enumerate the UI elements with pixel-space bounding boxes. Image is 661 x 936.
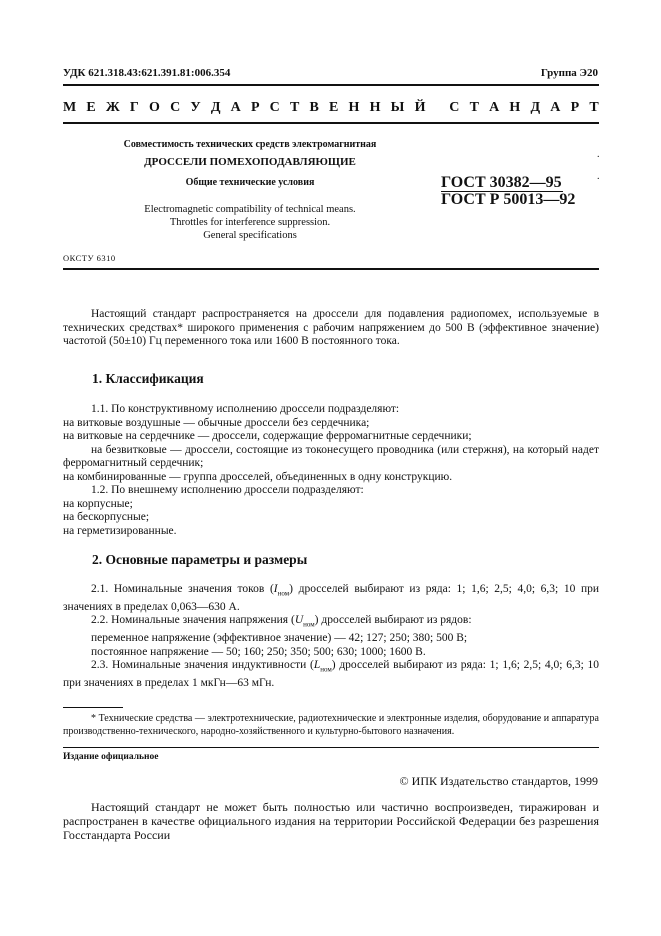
heading-letter: Й bbox=[414, 100, 426, 115]
heading-letter: Т bbox=[469, 100, 479, 115]
heading-letter: Д bbox=[210, 100, 221, 115]
footnote-rule bbox=[63, 707, 123, 708]
title-line2: ДРОССЕЛИ ПОМЕХОПОДАВЛЯЮЩИЕ bbox=[144, 156, 356, 168]
list-item: на витковые на сердечнике — дроссели, содержащие ферромагнитные сердечники; bbox=[63, 430, 472, 442]
copyright-notice: Настоящий стандарт не может быть полностью или частично воспроизведен, тиражирован и распространен в качестве официального издания на территории Российской Федерации без разрешения Госстандарта России bbox=[63, 800, 599, 842]
heading-letter bbox=[436, 100, 440, 116]
intro-paragraph: Настоящий стандарт распространяется на дроссели для подавления радиопомех, используемые в технических средствах* широкого применения с рабочим напряжением до 500 В (эффективное значение) частотой (50±10) Гц переменного тока или 1600 В постоянного тока. bbox=[63, 308, 599, 347]
list-item: на витковые воздушные — обычные дроссели без сердечника; bbox=[63, 416, 370, 429]
heading-letter: Р bbox=[250, 100, 260, 115]
heading-letter: А bbox=[230, 100, 241, 115]
margin-mark: . bbox=[597, 149, 600, 160]
section-1-heading: 1. Классификация bbox=[92, 371, 204, 386]
list-item: 1.1. По конструктивному исполнению дроссели подразделяют: bbox=[91, 403, 400, 415]
heading-letter: Е bbox=[86, 100, 96, 115]
section-2-heading: 2. Основные параметры и размеры bbox=[92, 552, 308, 567]
title-en2: Throttles for interference suppression. bbox=[169, 217, 331, 228]
copyright: © ИПК Издательство стандартов, 1999 bbox=[399, 774, 598, 788]
heading-letter: М bbox=[63, 100, 77, 115]
paragraph-2-2-ac: переменное напряжение (эффективное значение) — 42; 127; 250; 380; 500 В; bbox=[91, 632, 468, 645]
list-item: на корпусные; bbox=[63, 497, 133, 510]
list-item: на бескорпусные; bbox=[63, 511, 150, 523]
heading-letter: Д bbox=[530, 100, 541, 115]
okstu-code: ОКСТУ 6310 bbox=[63, 253, 116, 263]
heading-letter: А bbox=[489, 100, 500, 115]
title-line3: Общие технические условия bbox=[185, 177, 315, 188]
title-line1: Совместимость технических средств электромагнитная bbox=[123, 139, 377, 150]
heading-letter: Р bbox=[570, 100, 580, 115]
heading-letter: А bbox=[550, 100, 561, 115]
udk-code: УДК 621.318.43:621.391.81:006.354 bbox=[63, 67, 231, 79]
heading-letter: С bbox=[170, 100, 181, 115]
title-en1: Electromagnetic compatibility of technical means. bbox=[144, 204, 356, 215]
list-item: 1.2. По внешнему исполнению дроссели подразделяют: bbox=[91, 484, 364, 496]
official-rule bbox=[63, 747, 599, 748]
heading-letter: Ж bbox=[105, 100, 120, 115]
heading-letter: Т bbox=[589, 100, 599, 115]
group-code: Группа Э20 bbox=[540, 67, 598, 79]
heading-letter: С bbox=[269, 100, 280, 115]
heading-letter: Н bbox=[509, 100, 521, 115]
title-en3: General specifications bbox=[203, 230, 297, 241]
top-rule bbox=[63, 84, 599, 86]
heading-letter: Т bbox=[289, 100, 300, 115]
header-bottom-rule bbox=[63, 268, 599, 270]
paragraph-2-1: 2.1. Номинальные значения токов $(I_{ном})$ дросселей выбирают из ряда: 1; 1,6; 2,5; 4,0; 6,3; 10 при значениях в пределах 0,063—630 А. bbox=[63, 583, 600, 613]
list-item: на герметизированные. bbox=[63, 524, 177, 537]
gost-code-2: ГОСТ Р 50013—92 bbox=[441, 191, 576, 208]
paragraph-2-3: 2.3. Номинальные значения индуктивности $(L_{ном})$ дросселей выбирают из ряда: 1; 1,6; 2,5; 4,0; 6,3; 10 при значениях в пределах 1 мкГн—63 мГн. bbox=[63, 659, 600, 689]
section-2-body bbox=[63, 583, 599, 690]
heading-letter: Е bbox=[329, 100, 339, 115]
heading-letter: В bbox=[309, 100, 319, 115]
heading-letter: С bbox=[449, 100, 460, 115]
gost-code-1: ГОСТ 30382—95 bbox=[441, 174, 562, 191]
heading-letter: Г bbox=[129, 100, 139, 115]
paragraph-2-2: 2.2. Номинальные значения напряжения $(U_{ном})$ дросселей выбирают из рядов: bbox=[91, 614, 472, 629]
list-item: на комбинированные — группа дросселей, объединенных в одну конструкцию. bbox=[63, 470, 453, 483]
mid-rule bbox=[63, 122, 599, 124]
heading-letter: У bbox=[190, 100, 201, 115]
heading-letter: Н bbox=[369, 100, 381, 115]
paragraph-2-2-dc: постоянное напряжение — 50; 160; 250; 350; 500; 630; 1000; 1600 В. bbox=[91, 645, 426, 658]
heading-letter: Ы bbox=[390, 100, 405, 115]
margin-mark: . bbox=[597, 171, 600, 182]
official-edition: Издание официальное bbox=[63, 752, 159, 762]
list-item: на безвитковые — дроссели, состоящие из токонесущего проводника (или стержня), на который надет ферромагнитный сердечник; bbox=[63, 443, 599, 469]
heading-letter: Н bbox=[348, 100, 360, 115]
section-1-body bbox=[63, 403, 599, 538]
heading-letter: О bbox=[149, 100, 160, 115]
footnote: * Технические средства — электротехнические, радиотехнические и электронные изделия, оборудование и аппаратура производственно-технического, народно-хозяйственного и культурно-бытового назначения. bbox=[63, 713, 599, 737]
standard-type-heading bbox=[63, 100, 599, 116]
